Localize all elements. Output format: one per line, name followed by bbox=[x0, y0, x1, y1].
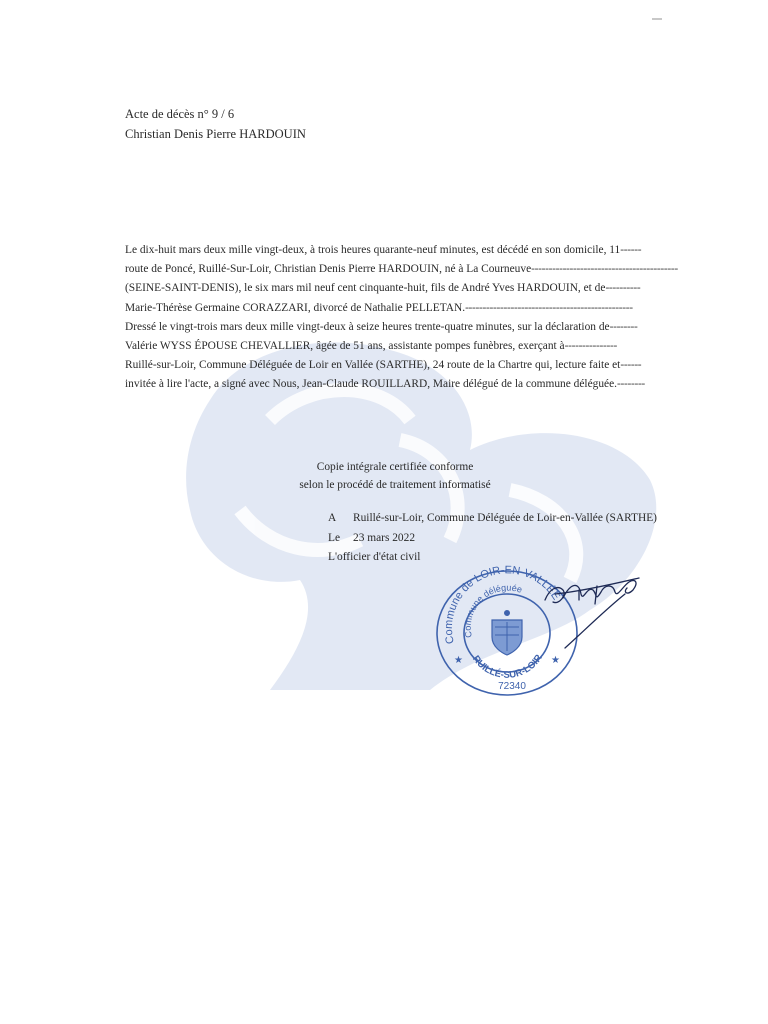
document-header bbox=[125, 104, 306, 144]
date-row bbox=[328, 529, 657, 549]
stamp-town-text: RUILLÉ-SUR-LOIR bbox=[470, 652, 545, 681]
stamp-inner-text: Commune déléguée bbox=[462, 582, 524, 639]
star-icon: ★ bbox=[454, 655, 463, 666]
star-icon: ★ bbox=[551, 655, 560, 666]
date-label: Le bbox=[328, 531, 341, 544]
act-body bbox=[125, 241, 680, 395]
stamp-outer-text: Commune de LOIR-EN-VALLÉE bbox=[442, 565, 563, 645]
officer-title: L'officier d'état civil bbox=[328, 551, 421, 563]
place-date-block bbox=[328, 509, 657, 568]
body-line: Dressé le vingt-trois mars deux mille vingt-deux à seize heures trente-quatre minutes, sur la déclaration de -------- bbox=[125, 320, 638, 333]
body-line: (SEINE-SAINT-DENIS), le six mars mil neuf cent cinquante-huit, fils de André Yves HARDOUIN, et de ---------- bbox=[125, 282, 641, 295]
handwritten-signature bbox=[535, 560, 645, 650]
deceased-name: Christian Denis Pierre HARDOUIN bbox=[125, 127, 306, 141]
date-value: 23 mars 2022 bbox=[353, 531, 416, 544]
act-number: Acte de décès n° 9 / 6 bbox=[125, 107, 235, 121]
body-line: invitée à lire l'acte, a signé avec Nous, Jean-Claude ROUILLARD, Maire délégué de la commune déléguée. -------- bbox=[125, 378, 645, 391]
coat-of-arms-icon bbox=[492, 610, 522, 655]
body-line: Ruillé-sur-Loir, Commune Déléguée de Loir en Vallée (SARTHE), 24 route de la Chartre qui, lecture faite et ------ bbox=[125, 359, 642, 372]
body-line: route de Poncé, Ruillé-Sur-Loir, Christian Denis Pierre HARDOUIN, né à La Courneuve ------------------------------------------ bbox=[125, 263, 678, 276]
place-label: A bbox=[328, 512, 337, 524]
place-row bbox=[328, 509, 657, 529]
stamp-postcode: 72340 bbox=[498, 681, 526, 692]
certification-line: Copie intégrale certifiée conforme bbox=[316, 461, 474, 473]
body-line: Marie-Thérèse Germaine CORAZZARI, divorcé de Nathalie PELLETAN. ------------------------------------------------ bbox=[125, 301, 633, 314]
body-line: Valérie WYSS ÉPOUSE CHEVALLIER, âgée de 51 ans, assistante pompes funèbres, exerçant à --------------- bbox=[125, 340, 617, 353]
place-value: Ruillé-sur-Loir, Commune Déléguée de Loir-en-Vallée (SARTHE) bbox=[353, 512, 657, 524]
body-line: Le dix-huit mars deux mille vingt-deux, à trois heures quarante-neuf minutes, est décédé en son domicile, 11 ------ bbox=[125, 244, 642, 256]
svg-text:RUILLÉ-SUR-LOIR bbox=[470, 653, 545, 681]
certification-line: selon le procédé de traitement informatisé bbox=[299, 479, 491, 491]
scan-speck bbox=[652, 18, 662, 20]
certification-block bbox=[280, 458, 510, 494]
